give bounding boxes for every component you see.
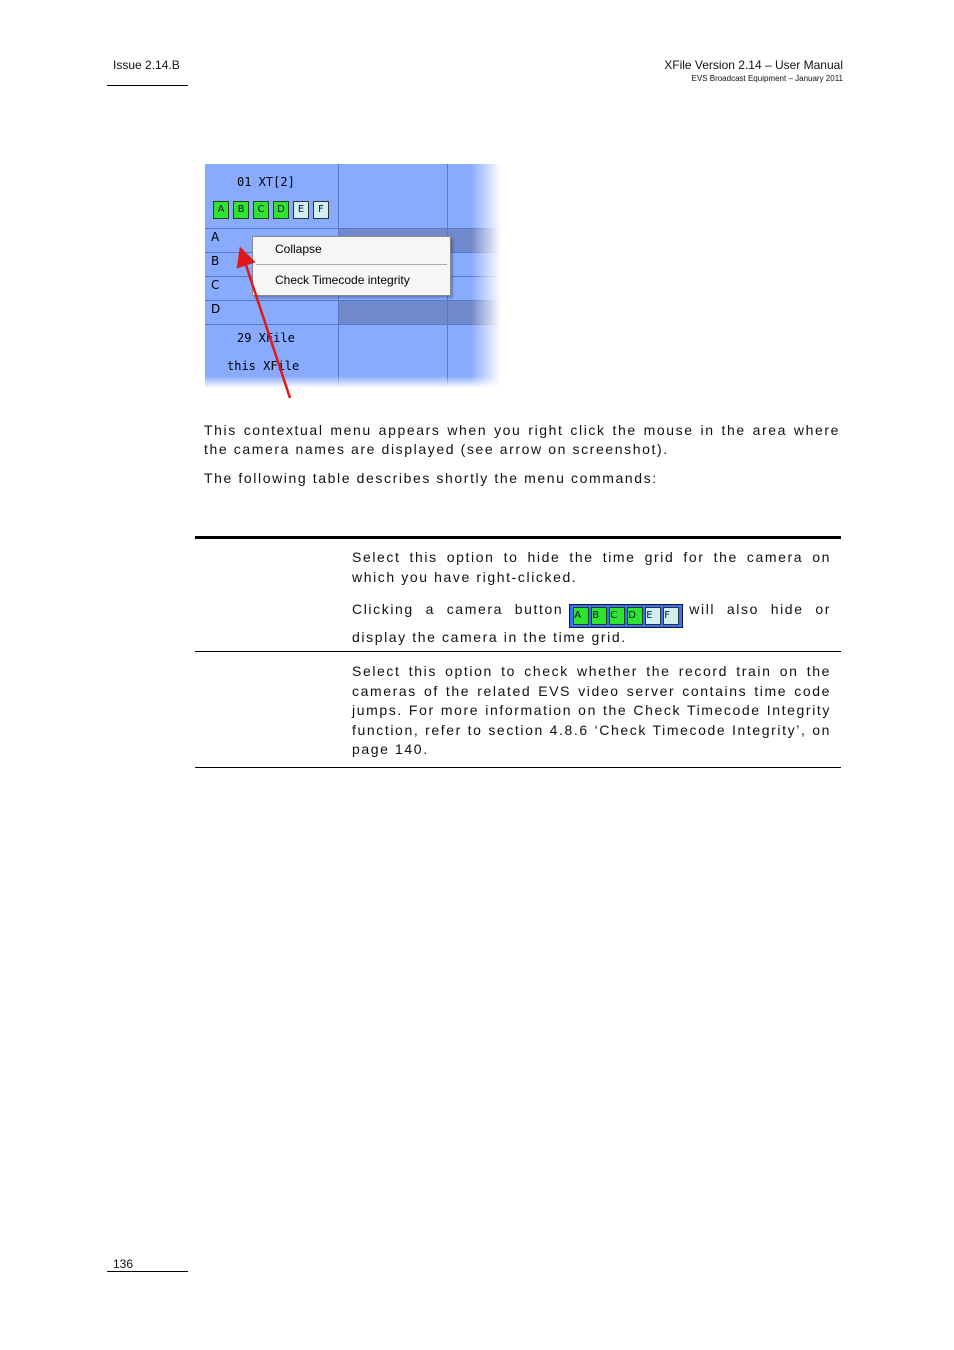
table-row-divider: [195, 651, 841, 652]
inline-camera-e: E: [645, 607, 661, 625]
camera-row-c[interactable]: C: [211, 278, 220, 292]
camera-button-b[interactable]: B: [233, 201, 249, 219]
issue-label: Issue 2.14.B: [113, 58, 180, 72]
camera-button-c[interactable]: C: [253, 201, 269, 219]
xfile-label: 29 XFile: [237, 331, 295, 345]
manual-title: XFile Version 2.14 – User Manual: [664, 58, 843, 72]
camera-row-d[interactable]: D: [211, 302, 221, 316]
pointer-arrow-icon: [0, 0, 954, 420]
inline-camera-c: C: [609, 607, 625, 625]
inline-camera-a: A: [573, 607, 589, 625]
camera-buttons-inline: [569, 604, 683, 628]
camera-button-f[interactable]: F: [313, 201, 329, 219]
menu-item-collapse[interactable]: Collapse: [275, 242, 322, 256]
camera-button-a[interactable]: A: [213, 201, 229, 219]
manual-subtitle: EVS Broadcast Equipment – January 2011: [691, 74, 843, 83]
table-top-rule: [195, 536, 841, 539]
inline-camera-d: D: [627, 607, 643, 625]
menu-item-check-timecode[interactable]: Check Timecode integrity: [275, 273, 410, 287]
camera-button-text-before: Clicking a camera button: [352, 601, 564, 617]
table-intro: The following table describes shortly the menu commands:: [204, 470, 658, 486]
page-number: 136: [113, 1257, 134, 1271]
intro-paragraph: This contextual menu appears when you right click the mouse in the area where the camera names are displayed (see arrow on screenshot).: [204, 422, 840, 457]
inline-camera-f: F: [663, 607, 679, 625]
check-timecode-description: Select this option to check whether the record train on the cameras of the related EVS video server contains time code jumps. For more information on the Check Timecode Integrity function, refer to section 4.8.6 ‘Check Timecode Integrity’, on page 140.: [352, 663, 831, 757]
camera-button-e[interactable]: E: [293, 201, 309, 219]
camera-row-b[interactable]: B: [211, 254, 220, 268]
collapse-description: Select this option to hide the time grid for the camera on which you have right-clicked.: [352, 549, 831, 585]
footer-rule: [107, 1271, 188, 1272]
inline-camera-b: B: [591, 607, 607, 625]
camera-button-description: [352, 600, 831, 648]
camera-row-a[interactable]: A: [211, 230, 220, 244]
camera-button-text-after: will also hide or display the camera in the time grid.: [352, 601, 831, 645]
server-label: 01 XT[2]: [237, 175, 295, 189]
table-bottom-rule: [195, 767, 841, 768]
camera-button-d[interactable]: D: [273, 201, 289, 219]
this-xfile-label: this XFile: [227, 359, 300, 373]
